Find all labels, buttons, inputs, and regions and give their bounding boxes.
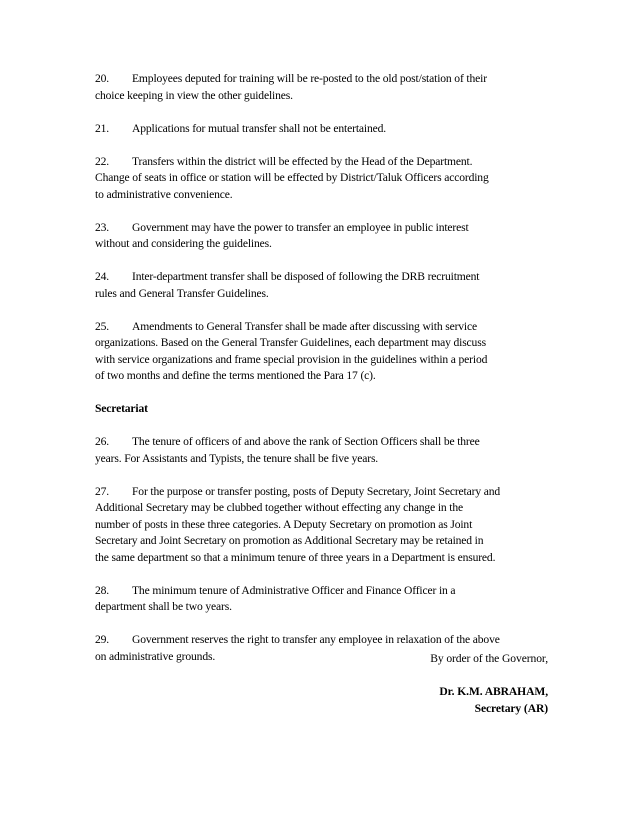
paragraph-text: The minimum tenure of Administrative Officer and Finance Officer in a bbox=[132, 583, 456, 597]
paragraph-text: department shall be two years. bbox=[95, 600, 232, 613]
paragraph-number: 27. bbox=[95, 484, 110, 498]
paragraph-number: 28. bbox=[95, 583, 110, 597]
paragraph-line bbox=[95, 121, 555, 138]
paragraph-text: Government may have the power to transfer an employee in public interest bbox=[132, 220, 469, 234]
paragraph-number: 25. bbox=[95, 319, 110, 333]
paragraph-line bbox=[95, 484, 555, 501]
section-heading: Secretariat bbox=[95, 402, 148, 415]
paragraph-line bbox=[95, 500, 555, 517]
paragraph-text: Secretary and Joint Secretary on promotion as Additional Secretary may be retained in bbox=[95, 534, 484, 547]
paragraph-line bbox=[95, 335, 555, 352]
paragraph-line bbox=[95, 154, 555, 171]
paragraph-item bbox=[95, 121, 555, 138]
paragraph-item bbox=[95, 583, 555, 616]
paragraph-line bbox=[95, 220, 555, 237]
paragraph-text: The tenure of officers of and above the rank of Section Officers shall be three bbox=[132, 435, 480, 448]
paragraph-text: choice keeping in view the other guidelines. bbox=[95, 88, 293, 102]
paragraph-number: 23. bbox=[95, 220, 110, 234]
paragraph-line bbox=[95, 88, 555, 105]
paragraph-line bbox=[95, 71, 555, 88]
paragraph-item bbox=[95, 71, 555, 104]
paragraph-item bbox=[95, 220, 555, 253]
paragraph-text: rules and General Transfer Guidelines. bbox=[95, 286, 269, 300]
paragraph-text: without and considering the guidelines. bbox=[95, 237, 272, 250]
signature-order-line: By order of the Governor, bbox=[430, 652, 548, 665]
document-body bbox=[95, 71, 555, 682]
paragraph-item bbox=[95, 269, 555, 302]
paragraph-line bbox=[95, 352, 555, 369]
paragraph-text: Amendments to General Transfer shall be made after discussing with service bbox=[132, 319, 477, 333]
paragraph-text: to administrative convenience. bbox=[95, 187, 233, 201]
signature-name: Dr. K.M. ABRAHAM, bbox=[439, 685, 548, 698]
paragraph-line bbox=[95, 451, 555, 468]
paragraph-number: 24. bbox=[95, 270, 110, 283]
paragraph-text: Inter-department transfer shall be disposed of following the DRB recruitment bbox=[132, 270, 480, 283]
paragraph-line bbox=[95, 319, 555, 336]
paragraph-line bbox=[95, 368, 555, 385]
paragraph-line bbox=[95, 434, 555, 451]
paragraph-line bbox=[95, 269, 555, 286]
paragraph-text: Additional Secretary may be clubbed together without effecting any change in the bbox=[95, 501, 463, 514]
paragraph-text: Government reserves the right to transfer any employee in relaxation of the above bbox=[132, 633, 500, 646]
signature-block bbox=[430, 651, 548, 717]
paragraph-line bbox=[95, 170, 555, 187]
paragraph-line bbox=[95, 632, 555, 649]
paragraph-number: 21. bbox=[95, 121, 110, 135]
paragraph-text: For the purpose or transfer posting, posts of Deputy Secretary, Joint Secretary and bbox=[132, 484, 501, 498]
paragraph-group-secretariat bbox=[95, 434, 555, 665]
paragraph-line bbox=[95, 599, 555, 616]
paragraph-item bbox=[95, 434, 555, 467]
paragraph-text: number of posts in these three categories. A Deputy Secretary on promotion as Joint bbox=[95, 517, 473, 531]
paragraph-line bbox=[95, 236, 555, 253]
paragraph-text: years. For Assistants and Typists, the tenure shall be five years. bbox=[95, 451, 379, 465]
paragraph-line bbox=[95, 533, 555, 550]
paragraph-text: on administrative grounds. bbox=[95, 649, 216, 663]
paragraph-text: Change of seats in office or station will be effected by District/Taluk Officers according bbox=[95, 171, 489, 184]
paragraph-item bbox=[95, 154, 555, 204]
paragraph-number: 22. bbox=[95, 154, 110, 168]
paragraph-text: Applications for mutual transfer shall not be entertained. bbox=[132, 121, 387, 135]
paragraph-text: the same department so that a minimum tenure of three years in a Department is ensured. bbox=[95, 550, 496, 564]
paragraph-item bbox=[95, 319, 555, 385]
paragraph-line bbox=[95, 187, 555, 204]
paragraph-number: 29. bbox=[95, 633, 110, 646]
paragraph-text: Transfers within the district will be effected by the Head of the Department. bbox=[132, 154, 473, 168]
paragraph-number: 26. bbox=[95, 435, 110, 448]
paragraph-text: of two months and define the terms mentioned the Para 17 (c). bbox=[95, 369, 376, 382]
signature-title: Secretary (AR) bbox=[474, 701, 548, 715]
paragraph-number: 20. bbox=[95, 72, 110, 85]
paragraph-text: with service organizations and frame special provision in the guidelines within a period bbox=[95, 352, 488, 366]
paragraph-item bbox=[95, 484, 555, 567]
paragraph-line bbox=[95, 286, 555, 303]
paragraph-line bbox=[95, 550, 555, 567]
paragraph-line bbox=[95, 583, 555, 600]
paragraph-text: Employees deputed for training will be re-posted to the old post/station of their bbox=[132, 72, 487, 85]
paragraph-line bbox=[95, 517, 555, 534]
paragraph-text: organizations. Based on the General Transfer Guidelines, each department may discuss bbox=[95, 336, 486, 349]
paragraph-group-general bbox=[95, 71, 555, 385]
